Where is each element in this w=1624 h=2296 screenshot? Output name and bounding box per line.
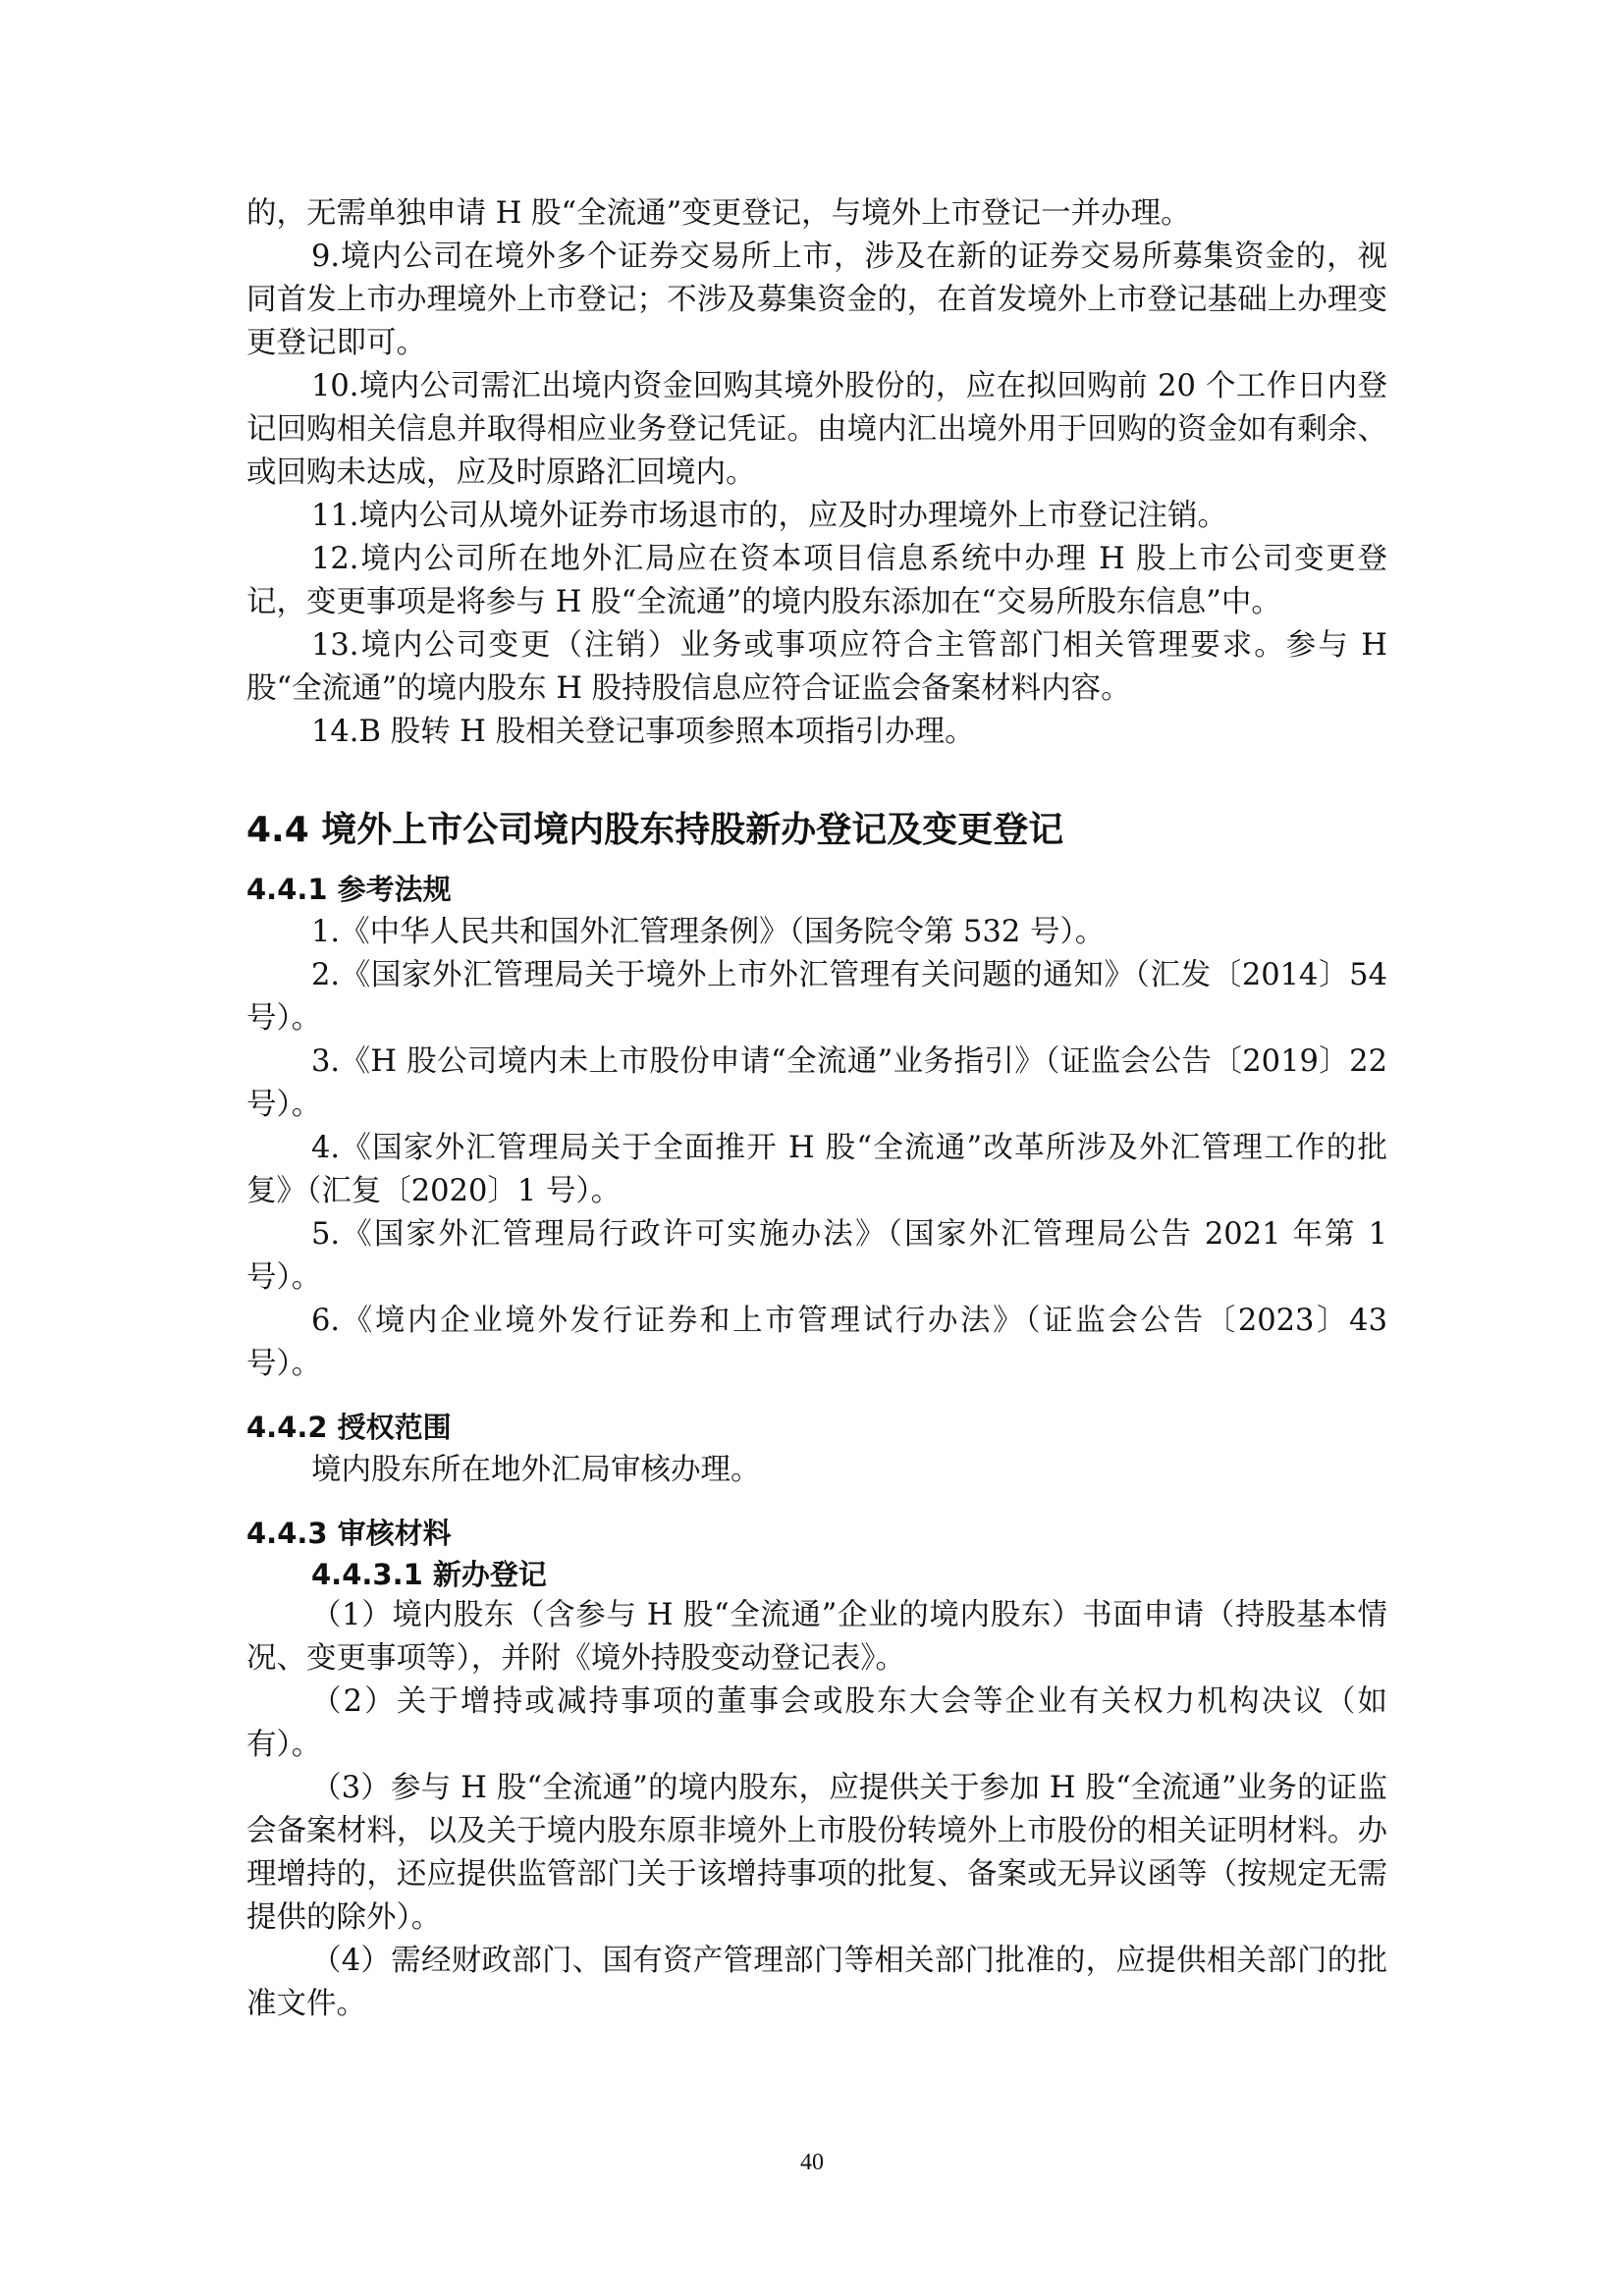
document-page — [246, 192, 1387, 2026]
paragraph-item-10: 10.境内公司需汇出境内资金回购其境外股份的，应在拟回购前 20 个工作日内登记回购相关信息并取得相应业务登记凭证。由境内汇出境外用于回购的资金如有剩余、或回购未达成，应及时原路汇回境内。 — [246, 369, 1387, 490]
regulation-item-3: 3.《H 股公司境内未上市股份申请“全流通”业务指引》（证监会公告〔2019〕22 号）。 — [246, 1044, 1387, 1122]
paragraph-item-9: 9.境内公司在境外多个证券交易所上市，涉及在新的证券交易所募集资金的，视同首发上市办理境外上市登记；不涉及募集资金的，在首发境外上市登记基础上办理变更登记即可。 — [246, 240, 1387, 360]
page-number: 40 — [800, 2150, 824, 2175]
regulation-item-6: 6.《境内企业境外发行证券和上市管理试行办法》（证监会公告〔2023〕43 号）。 — [246, 1304, 1387, 1381]
subsection-heading-4-4-3: 4.4.3 审核材料 — [246, 1517, 452, 1550]
material-item-3: （3）参与 H 股“全流通”的境内股东，应提供关于参加 H 股“全流通”业务的证监会备案材料，以及关于境内股东原非境外上市股份转境外上市股份的相关证明材料。办理增持的，还应提供监管部门关于该增持事项的批复、备案或无异议函等（按规定无需提供的除外）。 — [246, 1771, 1387, 1935]
material-item-1: （1）境内股东（含参与 H 股“全流通”企业的境内股东）书面申请（持股基本情况、变更事项等），并附《境外持股变动登记表》。 — [246, 1598, 1387, 1676]
paragraph-item-12: 12.境内公司所在地外汇局应在资本项目信息系统中办理 H 股上市公司变更登记，变更事项是将参与 H 股“全流通”的境内股东添加在“交易所股东信息”中。 — [246, 542, 1387, 619]
regulation-item-5: 5.《国家外汇管理局行政许可实施办法》（国家外汇管理局公告 2021 年第 1 号）。 — [246, 1217, 1387, 1295]
paragraph-item-13: 13.境内公司变更（注销）业务或事项应符合主管部门相关管理要求。参与 H 股“全流通”的境内股东 H 股持股信息应符合证监会备案材料内容。 — [246, 628, 1387, 706]
paragraph-continuation: 的，无需单独申请 H 股“全流通”变更登记，与境外上市登记一并办理。 — [246, 196, 1191, 231]
authorization-scope-text: 境内股东所在地外汇局审核办理。 — [311, 1453, 761, 1487]
paragraph-item-11: 11.境内公司从境外证券市场退市的，应及时办理境外上市登记注销。 — [311, 499, 1228, 533]
regulation-item-1: 1.《中华人民共和国外汇管理条例》（国务院令第 532 号）。 — [311, 915, 1106, 949]
regulation-item-2: 2.《国家外汇管理局关于境外上市外汇管理有关问题的通知》（汇发〔2014〕54 号）。 — [246, 958, 1387, 1036]
regulation-item-4: 4.《国家外汇管理局关于全面推开 H 股“全流通”改革所涉及外汇管理工作的批复》（汇复〔2020〕1 号）。 — [246, 1131, 1387, 1208]
subsubsection-heading-4-4-3-1: 4.4.3.1 新办登记 — [311, 1558, 547, 1591]
paragraph-item-14: 14.B 股转 H 股相关登记事项参照本项指引办理。 — [311, 715, 975, 749]
subsection-heading-4-4-2: 4.4.2 授权范围 — [246, 1411, 452, 1444]
material-item-2: （2）关于增持或减持事项的董事会或股东大会等企业有关权力机构决议（如有）。 — [246, 1684, 1387, 1762]
section-heading-4-4: 4.4 境外上市公司境内股东持股新办登记及变更登记 — [246, 810, 1064, 850]
material-item-4: （4）需经财政部门、国有资产管理部门等相关部门批准的，应提供相关部门的批准文件。 — [246, 1944, 1387, 2021]
subsection-heading-4-4-1: 4.4.1 参考法规 — [246, 873, 452, 906]
